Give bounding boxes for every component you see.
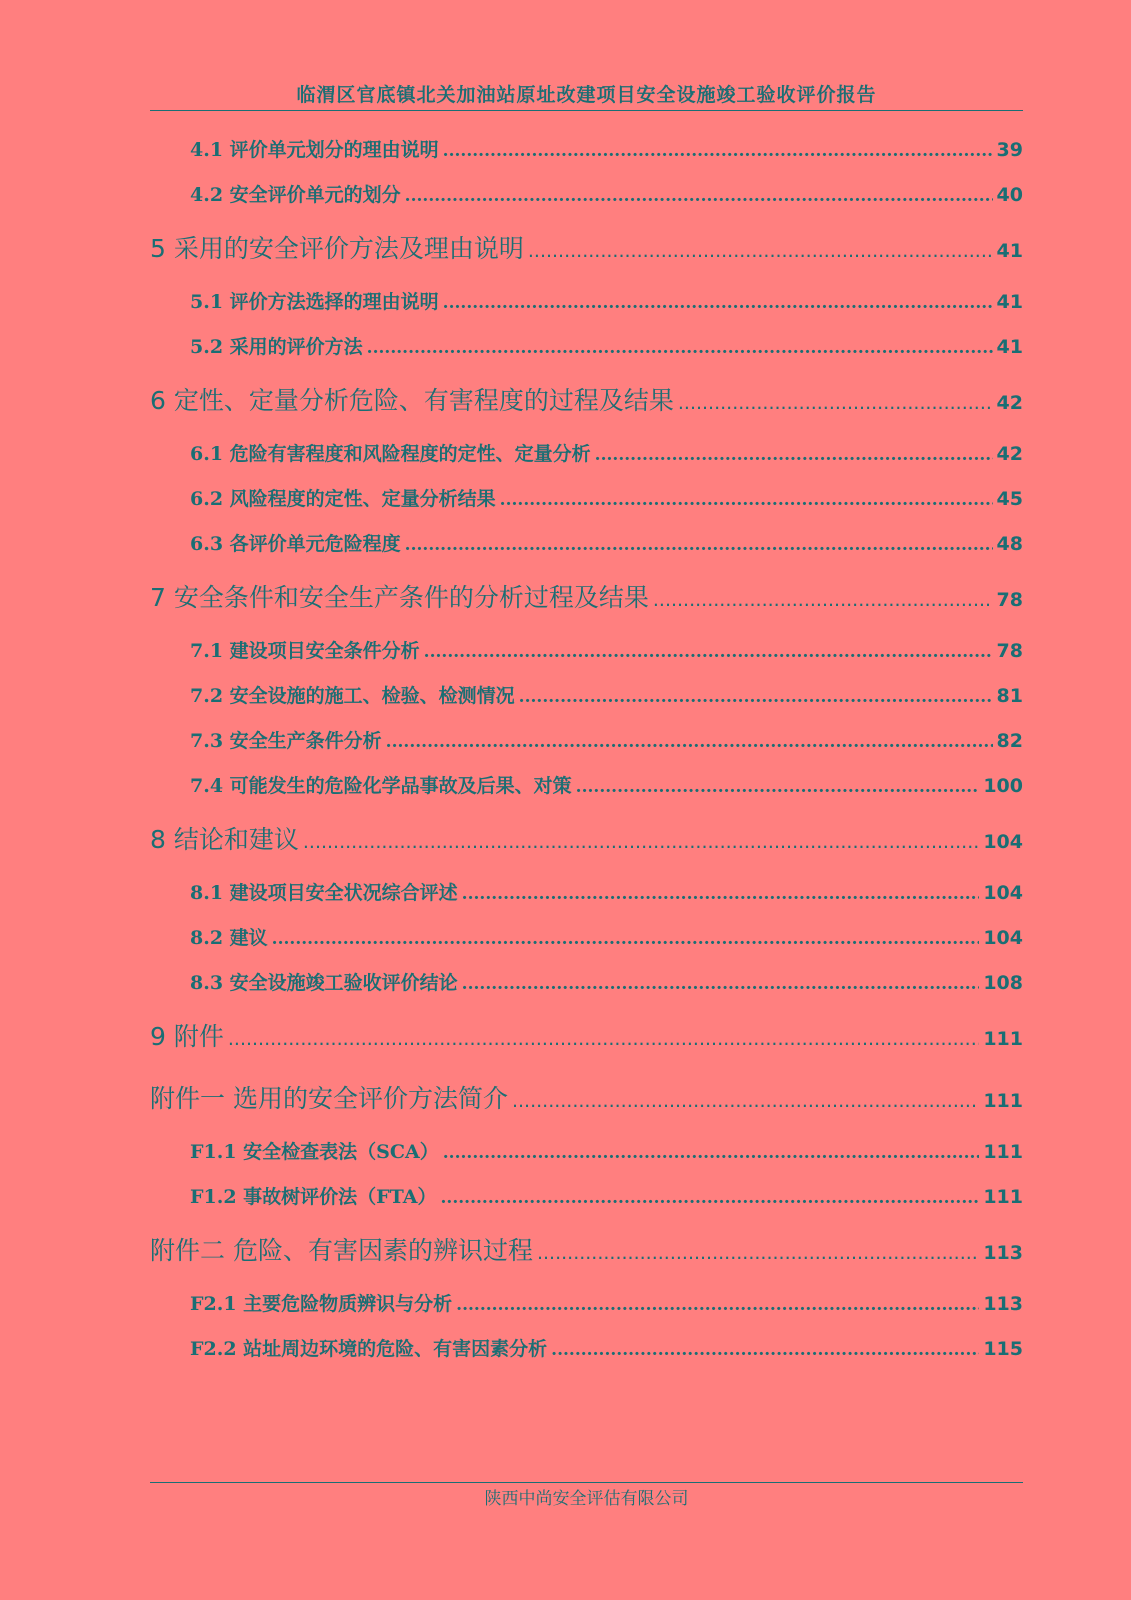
toc-chapter-entry[interactable]	[150, 1006, 1023, 1068]
toc-section-entry[interactable]	[150, 961, 1023, 1006]
toc-page-number: 78	[996, 589, 1023, 611]
toc-page-number: 104	[983, 927, 1023, 949]
toc-page-number: 48	[996, 533, 1023, 555]
toc-entry-label: 8.2 建议	[190, 927, 268, 949]
toc-entry-label: 8 结论和建议	[150, 825, 299, 854]
table-of-contents	[150, 128, 1023, 1372]
toc-entry-label: 8.1 建设项目安全状况综合评述	[190, 882, 458, 904]
toc-page-number: 41	[996, 336, 1023, 358]
toc-section-entry[interactable]	[150, 629, 1023, 674]
toc-section-entry[interactable]	[150, 522, 1023, 567]
toc-dot-leader	[456, 1283, 979, 1327]
toc-entry-label: 4.2 安全评价单元的划分	[190, 184, 401, 206]
toc-dot-leader	[576, 765, 980, 809]
header-divider	[150, 110, 1023, 111]
toc-chapter-entry[interactable]	[150, 809, 1023, 871]
toc-page-number: 100	[983, 775, 1023, 797]
toc-page-number: 39	[996, 139, 1023, 161]
footer-divider	[150, 1482, 1023, 1483]
toc-page-number: 104	[983, 882, 1023, 904]
toc-entry-label: 6.3 各评价单元危险程度	[190, 533, 401, 555]
toc-dot-leader	[500, 478, 993, 522]
toc-dot-leader	[228, 1008, 979, 1068]
toc-dot-leader	[441, 1176, 980, 1220]
toc-dot-leader	[519, 675, 993, 719]
toc-section-entry[interactable]	[150, 128, 1023, 173]
toc-chapter-entry[interactable]	[150, 370, 1023, 432]
toc-section-entry[interactable]	[150, 764, 1023, 809]
toc-chapter-entry[interactable]	[150, 567, 1023, 629]
toc-page-number: 42	[996, 443, 1023, 465]
toc-page-number: 115	[983, 1338, 1023, 1360]
toc-entry-label: 6 定性、定量分析危险、有害程度的过程及结果	[150, 386, 674, 415]
toc-section-entry[interactable]	[150, 325, 1023, 370]
toc-entry-label: 5.1 评价方法选择的理由说明	[190, 291, 439, 313]
toc-section-entry[interactable]	[150, 719, 1023, 764]
toc-dot-leader	[424, 630, 993, 674]
toc-dot-leader	[443, 1131, 980, 1175]
toc-entry-label: 6.2 风险程度的定性、定量分析结果	[190, 488, 496, 510]
toc-page-number: 111	[983, 1028, 1023, 1050]
toc-entry-label: F1.1 安全检查表法（SCA）	[190, 1141, 439, 1163]
toc-entry-label: F2.2 站址周边环境的危险、有害因素分析	[190, 1338, 548, 1360]
toc-dot-leader	[512, 1070, 979, 1130]
toc-entry-label: F2.1 主要危险物质辨识与分析	[190, 1293, 453, 1315]
toc-page-number: 111	[983, 1090, 1023, 1112]
toc-entry-label: 7.3 安全生产条件分析	[190, 730, 382, 752]
toc-dot-leader	[367, 326, 993, 370]
toc-section-entry[interactable]	[150, 1175, 1023, 1220]
toc-entry-label: 4.1 评价单元划分的理由说明	[190, 139, 439, 161]
toc-page-number: 108	[983, 972, 1023, 994]
toc-page-number: 81	[996, 685, 1023, 707]
toc-dot-leader	[653, 569, 993, 629]
toc-section-entry[interactable]	[150, 1327, 1023, 1372]
toc-dot-leader	[462, 872, 980, 916]
toc-page-number: 111	[983, 1141, 1023, 1163]
toc-entry-label: 6.1 危险有害程度和风险程度的定性、定量分析	[190, 443, 591, 465]
toc-section-entry[interactable]	[150, 477, 1023, 522]
toc-page-number: 78	[996, 640, 1023, 662]
toc-page-number: 104	[983, 831, 1023, 853]
toc-entry-label: 5 采用的安全评价方法及理由说明	[150, 234, 524, 263]
toc-page-number: 82	[996, 730, 1023, 752]
toc-page-number: 113	[983, 1242, 1023, 1264]
toc-entry-label: 9 附件	[150, 1022, 224, 1051]
toc-page-number: 111	[983, 1186, 1023, 1208]
toc-entry-label: 7.2 安全设施的施工、检验、检测情况	[190, 685, 515, 707]
toc-section-entry[interactable]	[150, 916, 1023, 961]
toc-section-entry[interactable]	[150, 674, 1023, 719]
toc-page-number: 40	[996, 184, 1023, 206]
toc-entry-label: 7.1 建设项目安全条件分析	[190, 640, 420, 662]
toc-page-number: 41	[996, 291, 1023, 313]
page-footer-company: 陕西中尚安全评估有限公司	[484, 1489, 689, 1509]
toc-page-number: 41	[996, 240, 1023, 262]
toc-dot-leader	[386, 720, 993, 764]
toc-page-number: 42	[996, 392, 1023, 414]
toc-dot-leader	[405, 174, 993, 218]
toc-entry-label: 8.3 安全设施竣工验收评价结论	[190, 972, 458, 994]
toc-entry-label: 附件一 选用的安全评价方法简介	[150, 1084, 508, 1113]
toc-entry-label: 附件二 危险、有害因素的辨识过程	[150, 1236, 533, 1265]
toc-chapter-entry[interactable]	[150, 1220, 1023, 1282]
toc-entry-label: 5.2 采用的评价方法	[190, 336, 363, 358]
toc-dot-leader	[462, 962, 980, 1006]
toc-page-number: 45	[996, 488, 1023, 510]
toc-dot-leader	[303, 811, 979, 871]
toc-section-entry[interactable]	[150, 173, 1023, 218]
toc-entry-label: 7.4 可能发生的危险化学品事故及后果、对策	[190, 775, 572, 797]
toc-page-number: 113	[983, 1293, 1023, 1315]
toc-entry-label: F1.2 事故树评价法（FTA）	[190, 1186, 437, 1208]
toc-dot-leader	[551, 1328, 979, 1372]
toc-dot-leader	[272, 917, 980, 961]
toc-dot-leader	[405, 523, 993, 567]
toc-chapter-entry[interactable]	[150, 1068, 1023, 1130]
toc-dot-leader	[678, 372, 993, 432]
toc-section-entry[interactable]	[150, 1130, 1023, 1175]
toc-section-entry[interactable]	[150, 432, 1023, 477]
toc-entry-label: 7 安全条件和安全生产条件的分析过程及结果	[150, 583, 649, 612]
toc-dot-leader	[595, 433, 993, 477]
toc-dot-leader	[443, 281, 993, 325]
toc-section-entry[interactable]	[150, 871, 1023, 916]
toc-section-entry[interactable]	[150, 280, 1023, 325]
toc-section-entry[interactable]	[150, 1282, 1023, 1327]
page-header-title: 临渭区官底镇北关加油站原址改建项目安全设施竣工验收评价报告	[296, 84, 877, 106]
toc-chapter-entry[interactable]	[150, 218, 1023, 280]
toc-dot-leader	[443, 129, 993, 173]
toc-dot-leader	[537, 1222, 979, 1282]
toc-dot-leader	[528, 220, 993, 280]
